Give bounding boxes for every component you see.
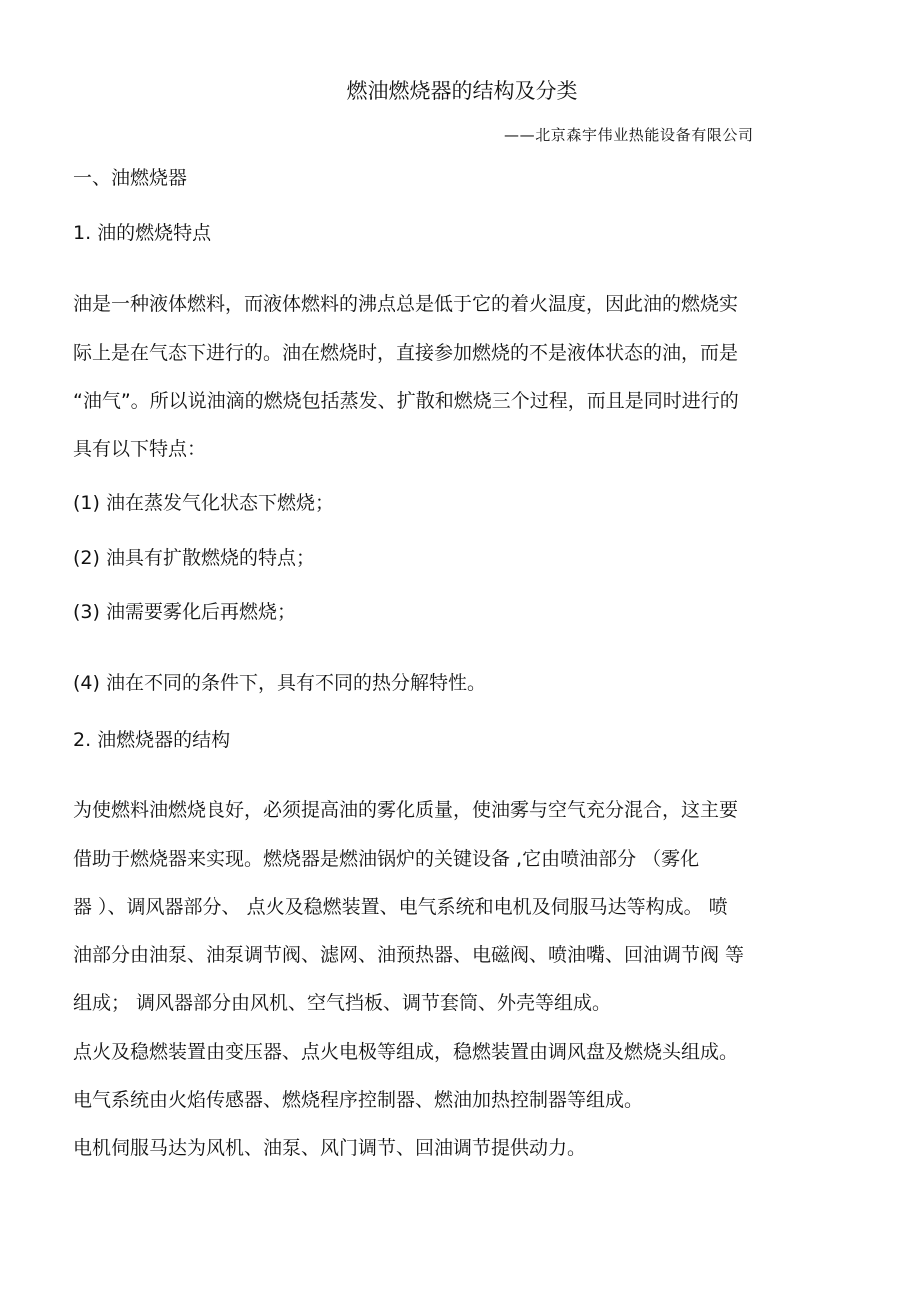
paragraph-line: 点火及稳燃装置由变压器、点火电极等组成，稳燃装置由调风盘及燃烧头组成。 [73, 1041, 739, 1063]
paragraph-line: 为使燃料油燃烧良好，必须提高油的雾化质量，使油雾与空气充分混合，这主要 [73, 799, 739, 821]
paragraph-line: 组成； 调风器部分由风机、空气挡板、调节套筒、外壳等组成。 [73, 992, 612, 1014]
paragraph-line: 油是一种液体燃料，而液体燃料的沸点总是低于它的着火温度，因此油的燃烧实 [73, 293, 739, 315]
feature-list-item: (3) 油需要雾化后再燃烧； [73, 601, 296, 623]
paragraph-line: 际上是在气态下进行的。油在燃烧时，直接参加燃烧的不是液体状态的油，而是 [73, 342, 739, 364]
paragraph-line: 油部分由油泵、油泵调节阀、滤网、油预热器、电磁阀、喷油嘴、回油调节阀 等 [73, 944, 745, 966]
feature-list-item: (1) 油在蒸发气化状态下燃烧； [73, 492, 334, 514]
paragraph-line: 器 ）、调风器部分、 点火及稳燃装置、电气系统和电机及伺服马达等构成。 喷 [73, 896, 728, 918]
subsection-heading-combustion-features: 1. 油的燃烧特点 [73, 222, 212, 244]
feature-list-item: (4) 油在不同的条件下，具有不同的热分解特性。 [73, 672, 486, 694]
document-subtitle: ——北京森宇伟业热能设备有限公司 [504, 126, 754, 144]
paragraph-line: 具有以下特点： [73, 438, 207, 460]
feature-list-item: (2) 油具有扩散燃烧的特点； [73, 547, 315, 569]
document-title: 燃油燃烧器的结构及分类 [346, 79, 578, 103]
paragraph-line: “油气”。所以说油滴的燃烧包括蒸发、扩散和燃烧三个过程，而且是同时进行的 [73, 390, 739, 412]
paragraph-line: 电机伺服马达为风机、油泵、风门调节、回油调节提供动力。 [73, 1137, 587, 1159]
section-heading-oil-burner: 一、油燃烧器 [73, 167, 188, 189]
paragraph-line: 电气系统由火焰传感器、燃烧程序控制器、燃油加热控制器等组成。 [73, 1089, 644, 1111]
paragraph-line: 借助于燃烧器来实现。燃烧器是燃油锅炉的关键设备 ,它由喷油部分 （雾化 [73, 848, 700, 870]
subsection-heading-burner-structure: 2. 油燃烧器的结构 [73, 729, 231, 751]
